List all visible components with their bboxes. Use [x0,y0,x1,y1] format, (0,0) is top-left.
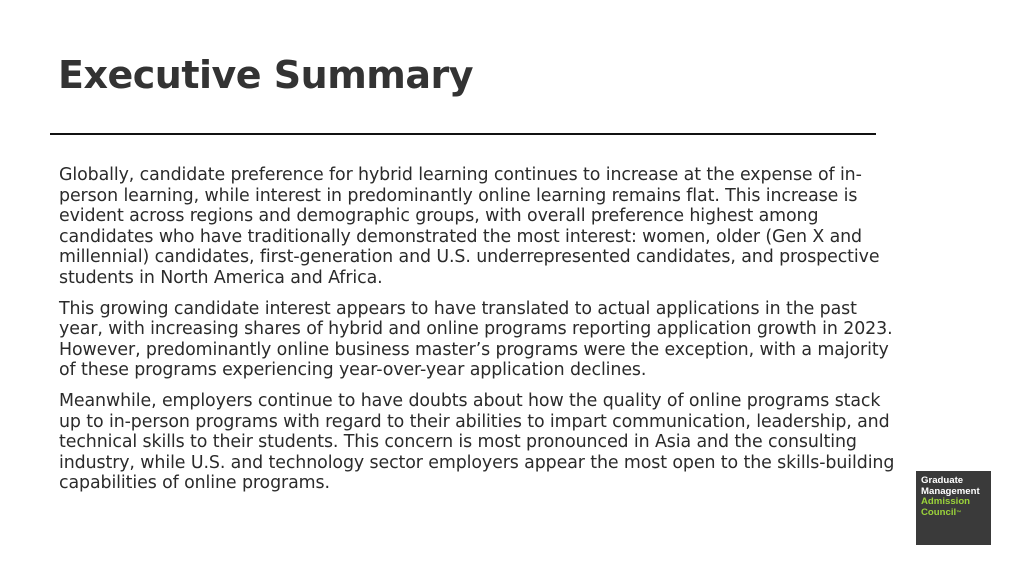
logo-council-text: Council [921,506,957,518]
trademark-mark: ™ [956,509,962,516]
logo-line-admission: Admission [921,496,971,508]
paragraph-employers: Meanwhile, employers continue to have doubts about how the quality of online programs stack up to in-person programs with regard to their abilities to impart communication, leadership, and technical skills to their students. This concern is most pronounced in Asia and the consulting industry, while U.S. and technology sector employers appear the most open to the skills-building capabilities of online programs. [59,390,895,494]
paragraph-hybrid-preference: Globally, candidate preference for hybrid learning continues to increase at the expense of in-person learning, while interest in predominantly online learning remains flat. This increase is evident across regions and demographic groups, with overall preference highest among candidates who have traditionally demonstrated the most interest: women, older (Gen X and millennial) candidates, first-generation and U.S. underrepresented candidates, and prospective students in North America and Africa. [59,165,880,288]
title-divider [50,133,876,135]
page-title: Executive Summary [58,53,474,97]
logo-line-council [921,508,991,519]
gmac-logo [916,471,991,545]
summary-body [59,165,895,504]
logo-line-management: Management [921,485,980,497]
logo-line-graduate: Graduate [921,475,964,486]
paragraph-applications: This growing candidate interest appears to have translated to actual applications in the past year, with increasing shares of hybrid and online programs reporting application growth in 2023. However, predominantly online business master’s programs were the exception, with a majority of these programs experiencing year-over-year application declines. [59,298,893,381]
